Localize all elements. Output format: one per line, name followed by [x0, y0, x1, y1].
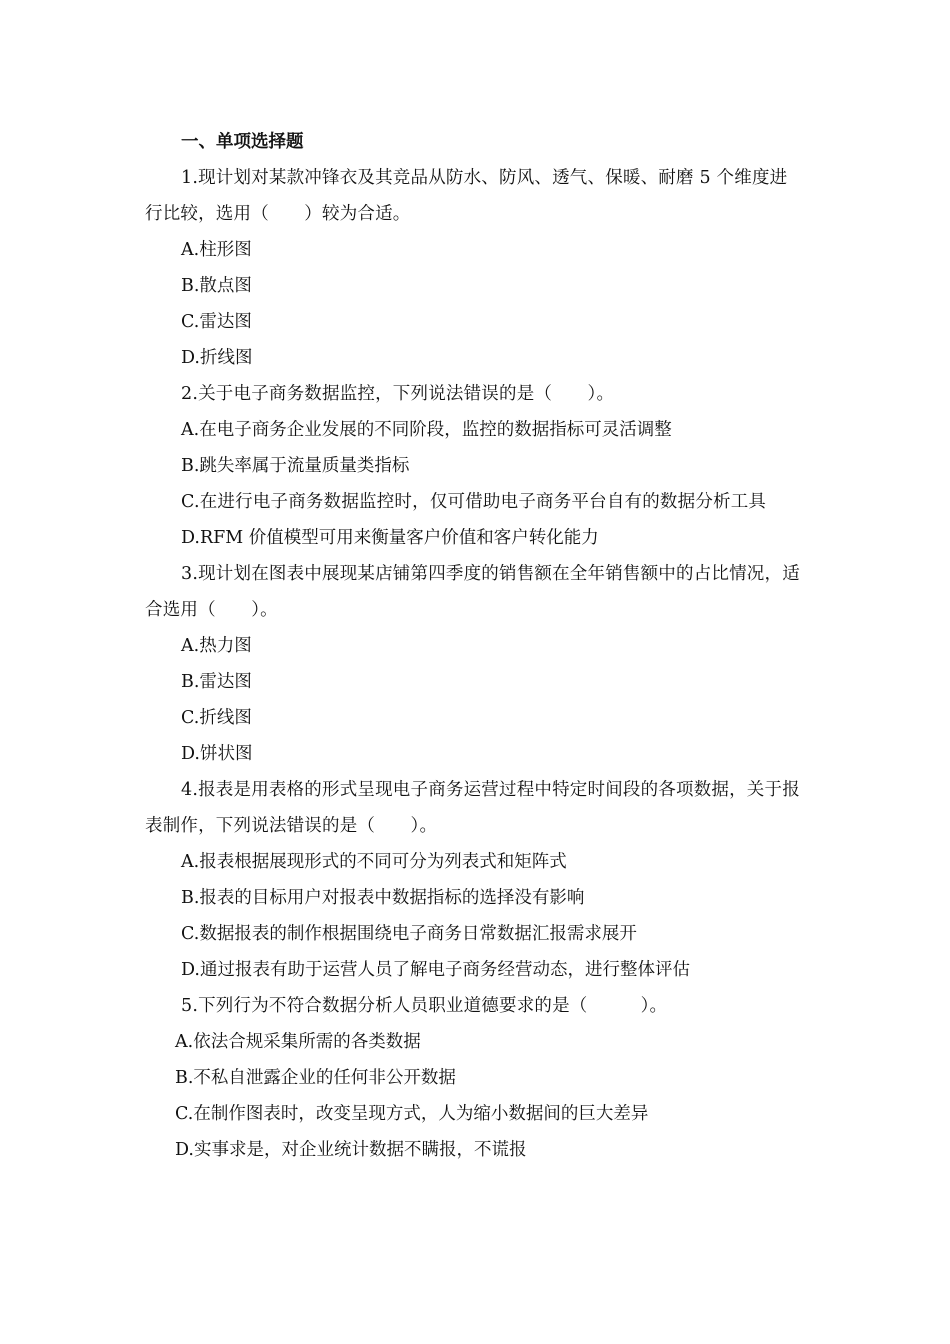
question-2-option-c: C.在进行电子商务数据监控时，仅可借助电子商务平台自有的数据分析工具: [181, 492, 767, 512]
question-3-option-c: C.折线图: [181, 708, 252, 728]
question-5-option-c: C.在制作图表时，改变呈现方式，人为缩小数据间的巨大差异: [175, 1104, 649, 1124]
question-1-option-b: B.散点图: [181, 276, 252, 296]
question-2-stem: 2.关于电子商务数据监控，下列说法错误的是（ ）。: [181, 384, 615, 404]
question-3-option-b: B.雷达图: [181, 672, 252, 692]
question-4-option-d: D.通过报表有助于运营人员了解电子商务经营动态，进行整体评估: [181, 960, 690, 980]
question-section: [145, 124, 805, 1168]
question-4-option-c: C.数据报表的制作根据围绕电子商务日常数据汇报需求展开: [181, 924, 637, 944]
question-1-stem: 1.现计划对某款冲锋衣及其竞品从防水、防风、透气、保暖、耐磨 5 个维度进行比较，选用（ ）较为合适。: [145, 168, 788, 224]
question-4-stem: 4.报表是用表格的形式呈现电子商务运营过程中特定时间段的各项数据，关于报表制作，下列说法错误的是（ ）。: [145, 780, 800, 836]
question-3-option-a: A.热力图: [181, 636, 252, 656]
question-4-option-b: B.报表的目标用户对报表中数据指标的选择没有影响: [181, 888, 585, 908]
question-3-stem: 3.现计划在图表中展现某店铺第四季度的销售额在全年销售额中的占比情况，适合选用（ ）。: [145, 564, 800, 620]
question-2-option-a: A.在电子商务企业发展的不同阶段，监控的数据指标可灵活调整: [181, 420, 672, 440]
question-5-option-d: D.实事求是，对企业统计数据不瞒报，不谎报: [175, 1140, 527, 1160]
question-2-option-b: B.跳失率属于流量质量类指标: [181, 456, 410, 476]
question-5-option-a: A.依法合规采集所需的各类数据: [175, 1032, 421, 1052]
question-1-option-a: A.柱形图: [181, 240, 252, 260]
question-5-stem: 5.下列行为不符合数据分析人员职业道德要求的是（ ）。: [181, 996, 668, 1016]
question-4-option-a: A.报表根据展现形式的不同可分为列表式和矩阵式: [181, 852, 567, 872]
question-3-option-d: D.饼状图: [181, 744, 253, 764]
question-5-option-b: B.不私自泄露企业的任何非公开数据: [175, 1068, 456, 1088]
question-2-option-d: D.RFM 价值模型可用来衡量客户价值和客户转化能力: [181, 528, 599, 548]
question-1-option-c: C.雷达图: [181, 312, 252, 332]
section-title: 一、单项选择题: [181, 132, 304, 152]
question-1-option-d: D.折线图: [181, 348, 253, 368]
